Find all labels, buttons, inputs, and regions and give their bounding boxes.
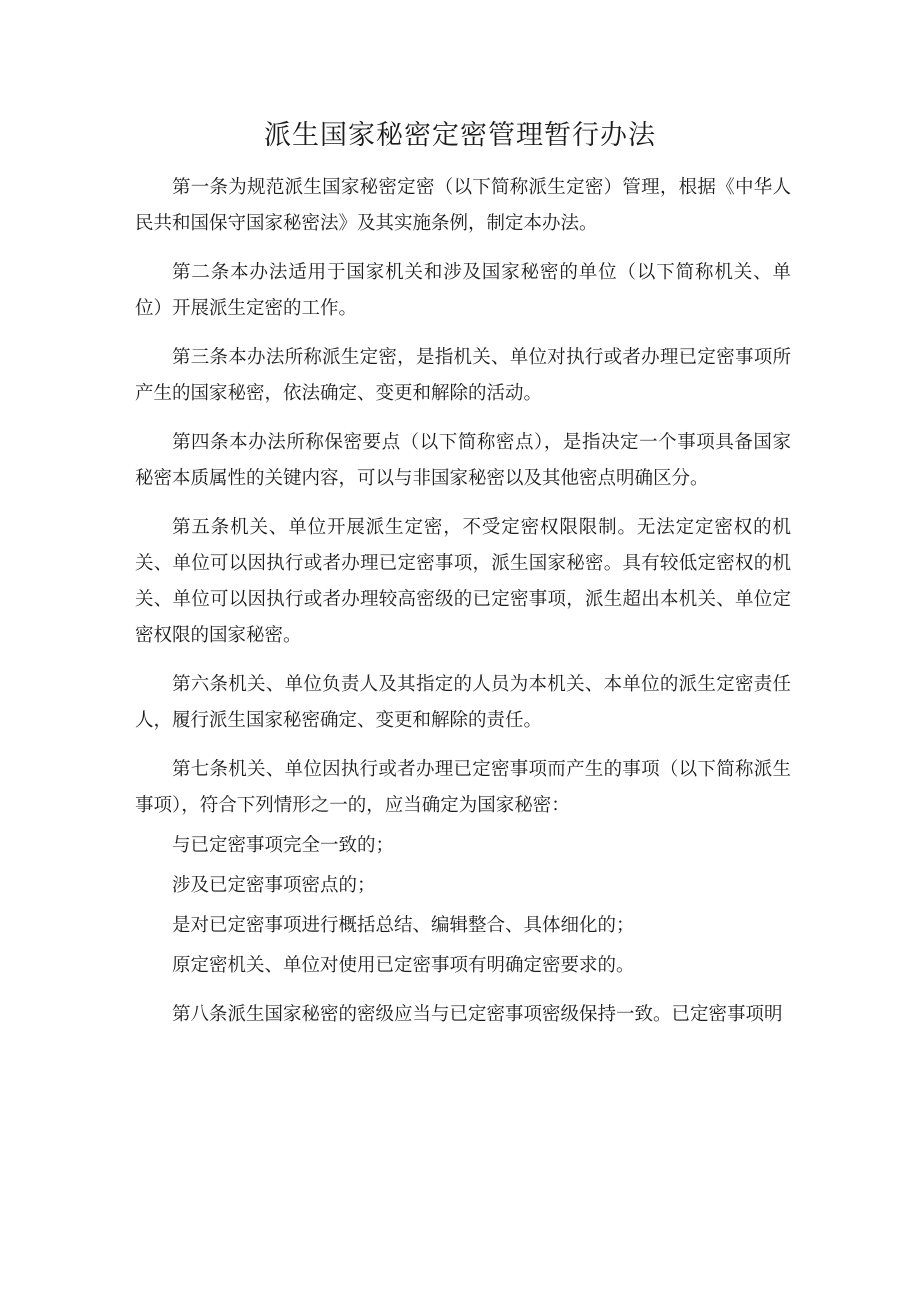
article-2-paragraph: 第二条本办法适用于国家机关和涉及国家秘密的单位（以下简称机关、单位）开展派生定密的工作。 (135, 262, 791, 319)
article-5-paragraph: 第五条机关、单位开展派生定密，不受定密权限限制。无法定定密权的机关、单位可以因执行或者办理已定密事项，派生国家秘密。具有较低定密权的机关、单位可以因执行或者办理较高密级的已定密事项，派生超出本机关、单位定密权限的国家秘密。 (135, 517, 791, 646)
article-6-paragraph: 第六条机关、单位负责人及其指定的人员为本机关、本单位的派生定密责任人，履行派生国家秘密确定、变更和解除的责任。 (135, 674, 791, 731)
article-7-item-4: 原定密机关、单位对使用已定密事项有明确定密要求的。 (172, 955, 635, 976)
article-3-paragraph: 第三条本办法所称派生定密，是指机关、单位对执行或者办理已定密事项所产生的国家秘密，依法确定、变更和解除的活动。 (135, 347, 791, 404)
article-4-paragraph: 第四条本办法所称保密要点（以下简称密点），是指决定一个事项具备国家秘密本质属性的关键内容，可以与非国家秘密以及其他密点明确区分。 (135, 432, 791, 489)
article-7-item-2: 涉及已定密事项密点的； (172, 875, 376, 896)
article-7-item-1: 与已定密事项完全一致的； (172, 835, 395, 856)
article-8-paragraph: 第八条派生国家秘密的密级应当与已定密事项密级保持一致。已定密事项明 (172, 1004, 783, 1025)
article-7-paragraph: 第七条机关、单位因执行或者办理已定密事项而产生的事项（以下简称派生事项），符合下列情形之一的，应当确定为国家秘密： (135, 759, 791, 816)
document-title: 派生国家秘密定密管理暂行办法 (264, 120, 656, 151)
document-body (135, 170, 791, 1046)
article-7-item-3: 是对已定密事项进行概括总结、编辑整合、具体细化的； (172, 915, 635, 936)
article-1-paragraph: 第一条为规范派生国家秘密定密（以下简称派生定密）管理，根据《中华人民共和国保守国家秘密法》及其实施条例，制定本办法。 (135, 177, 791, 234)
